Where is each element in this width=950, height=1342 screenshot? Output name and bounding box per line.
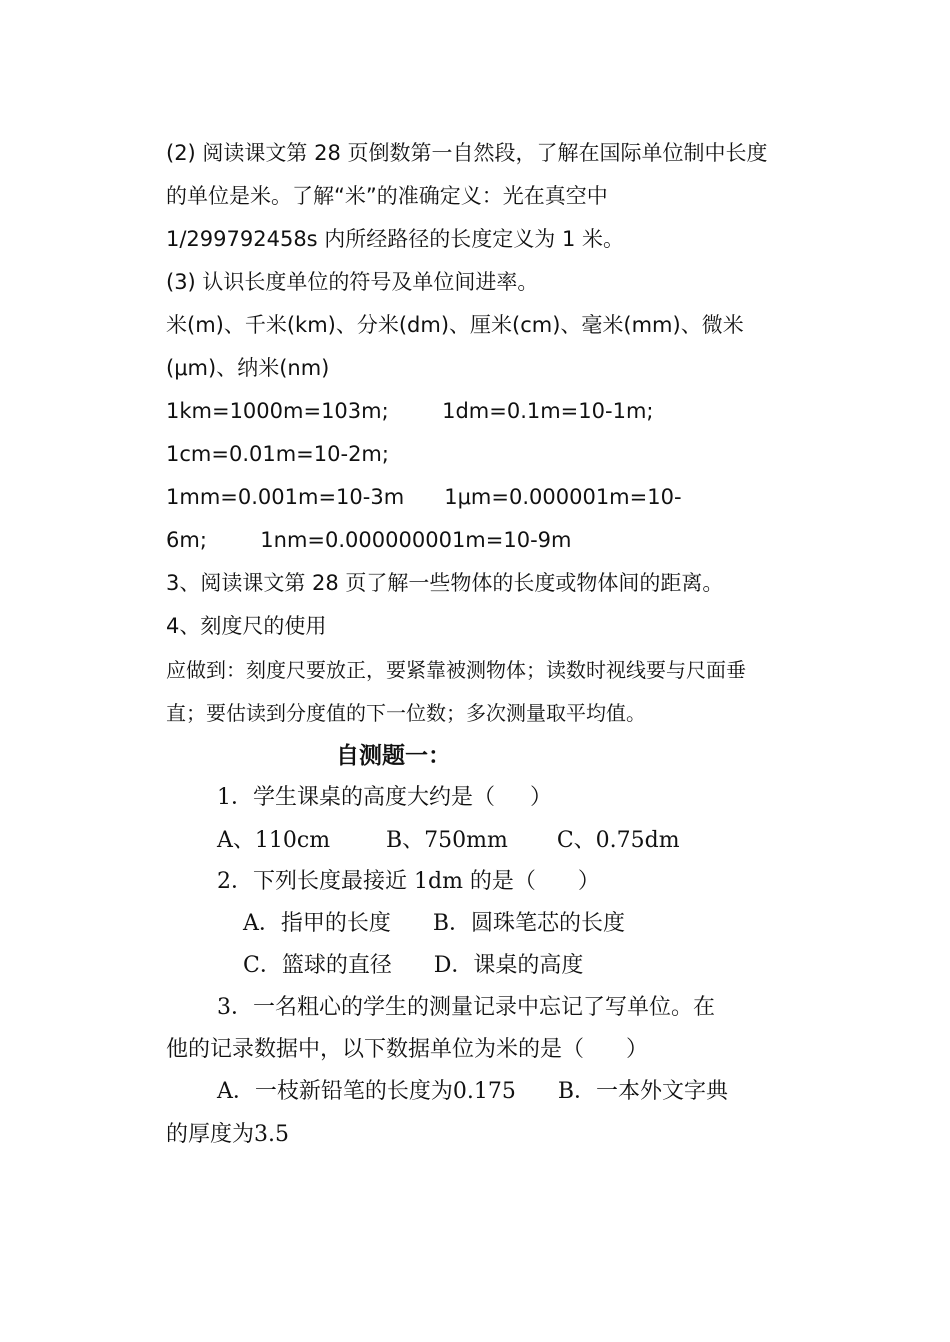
conversion-line-3: 1mm=0.001m=10-3m 1μm=0.000001m=10- [166, 485, 682, 509]
section-3-title: (3) 认识长度单位的符号及单位间进率。 [166, 270, 539, 294]
section-2-line-1: (2) 阅读课文第 28 页倒数第一自然段，了解在国际单位制中长度 [166, 141, 768, 165]
section-2-line-3: 1/299792458s 内所经路径的长度定义为 1 米。 [166, 227, 625, 251]
question-1-options: A、110cm B、750mm C、0.75dm [217, 828, 680, 853]
question-2: 2．下列长度最接近 1dm 的是（ ） [217, 869, 600, 894]
question-3-options-line-2: 的厚度为3.5 [166, 1122, 289, 1147]
units-line-1: 米(m)、千米(km)、分米(dm)、厘米(cm)、毫米(mm)、微米 [166, 313, 744, 337]
question-1: 1．学生课桌的高度大约是（ ） [217, 785, 552, 810]
question-3-options-line-1: A．一枝新铅笔的长度为0.175 B．一本外文字典 [217, 1079, 728, 1104]
item-3: 3、阅读课文第 28 页了解一些物体的长度或物体间的距离。 [166, 571, 724, 595]
section-2-line-2: 的单位是米。了解“米”的准确定义：光在真空中 [166, 184, 608, 208]
quiz-heading: 自测题一： [336, 743, 451, 769]
conversion-line-1: 1km=1000m=103m; 1dm=0.1m=10-1m; [166, 399, 654, 423]
question-3-line-1: 3．一名粗心的学生的测量记录中忘记了写单位。在 [217, 995, 715, 1020]
conversion-line-2: 1cm=0.01m=10-2m; [166, 442, 389, 466]
item-4-body-2: 直；要估读到分度值的下一位数；多次测量取平均值。 [166, 701, 646, 725]
item-4-title: 4、刻度尺的使用 [166, 614, 327, 638]
question-2-options-cd: C．篮球的直径 D．课桌的高度 [243, 953, 584, 978]
units-line-2: (μm)、纳米(nm) [166, 356, 330, 380]
item-4-body-1: 应做到：刻度尺要放正，要紧靠被测物体；读数时视线要与尺面垂 [166, 658, 746, 682]
conversion-line-4: 6m; 1nm=0.000000001m=10-9m [166, 528, 572, 552]
question-3-line-2: 他的记录数据中，以下数据单位为米的是（ ） [166, 1037, 648, 1062]
question-2-options-ab: A．指甲的长度 B．圆珠笔芯的长度 [243, 911, 626, 936]
